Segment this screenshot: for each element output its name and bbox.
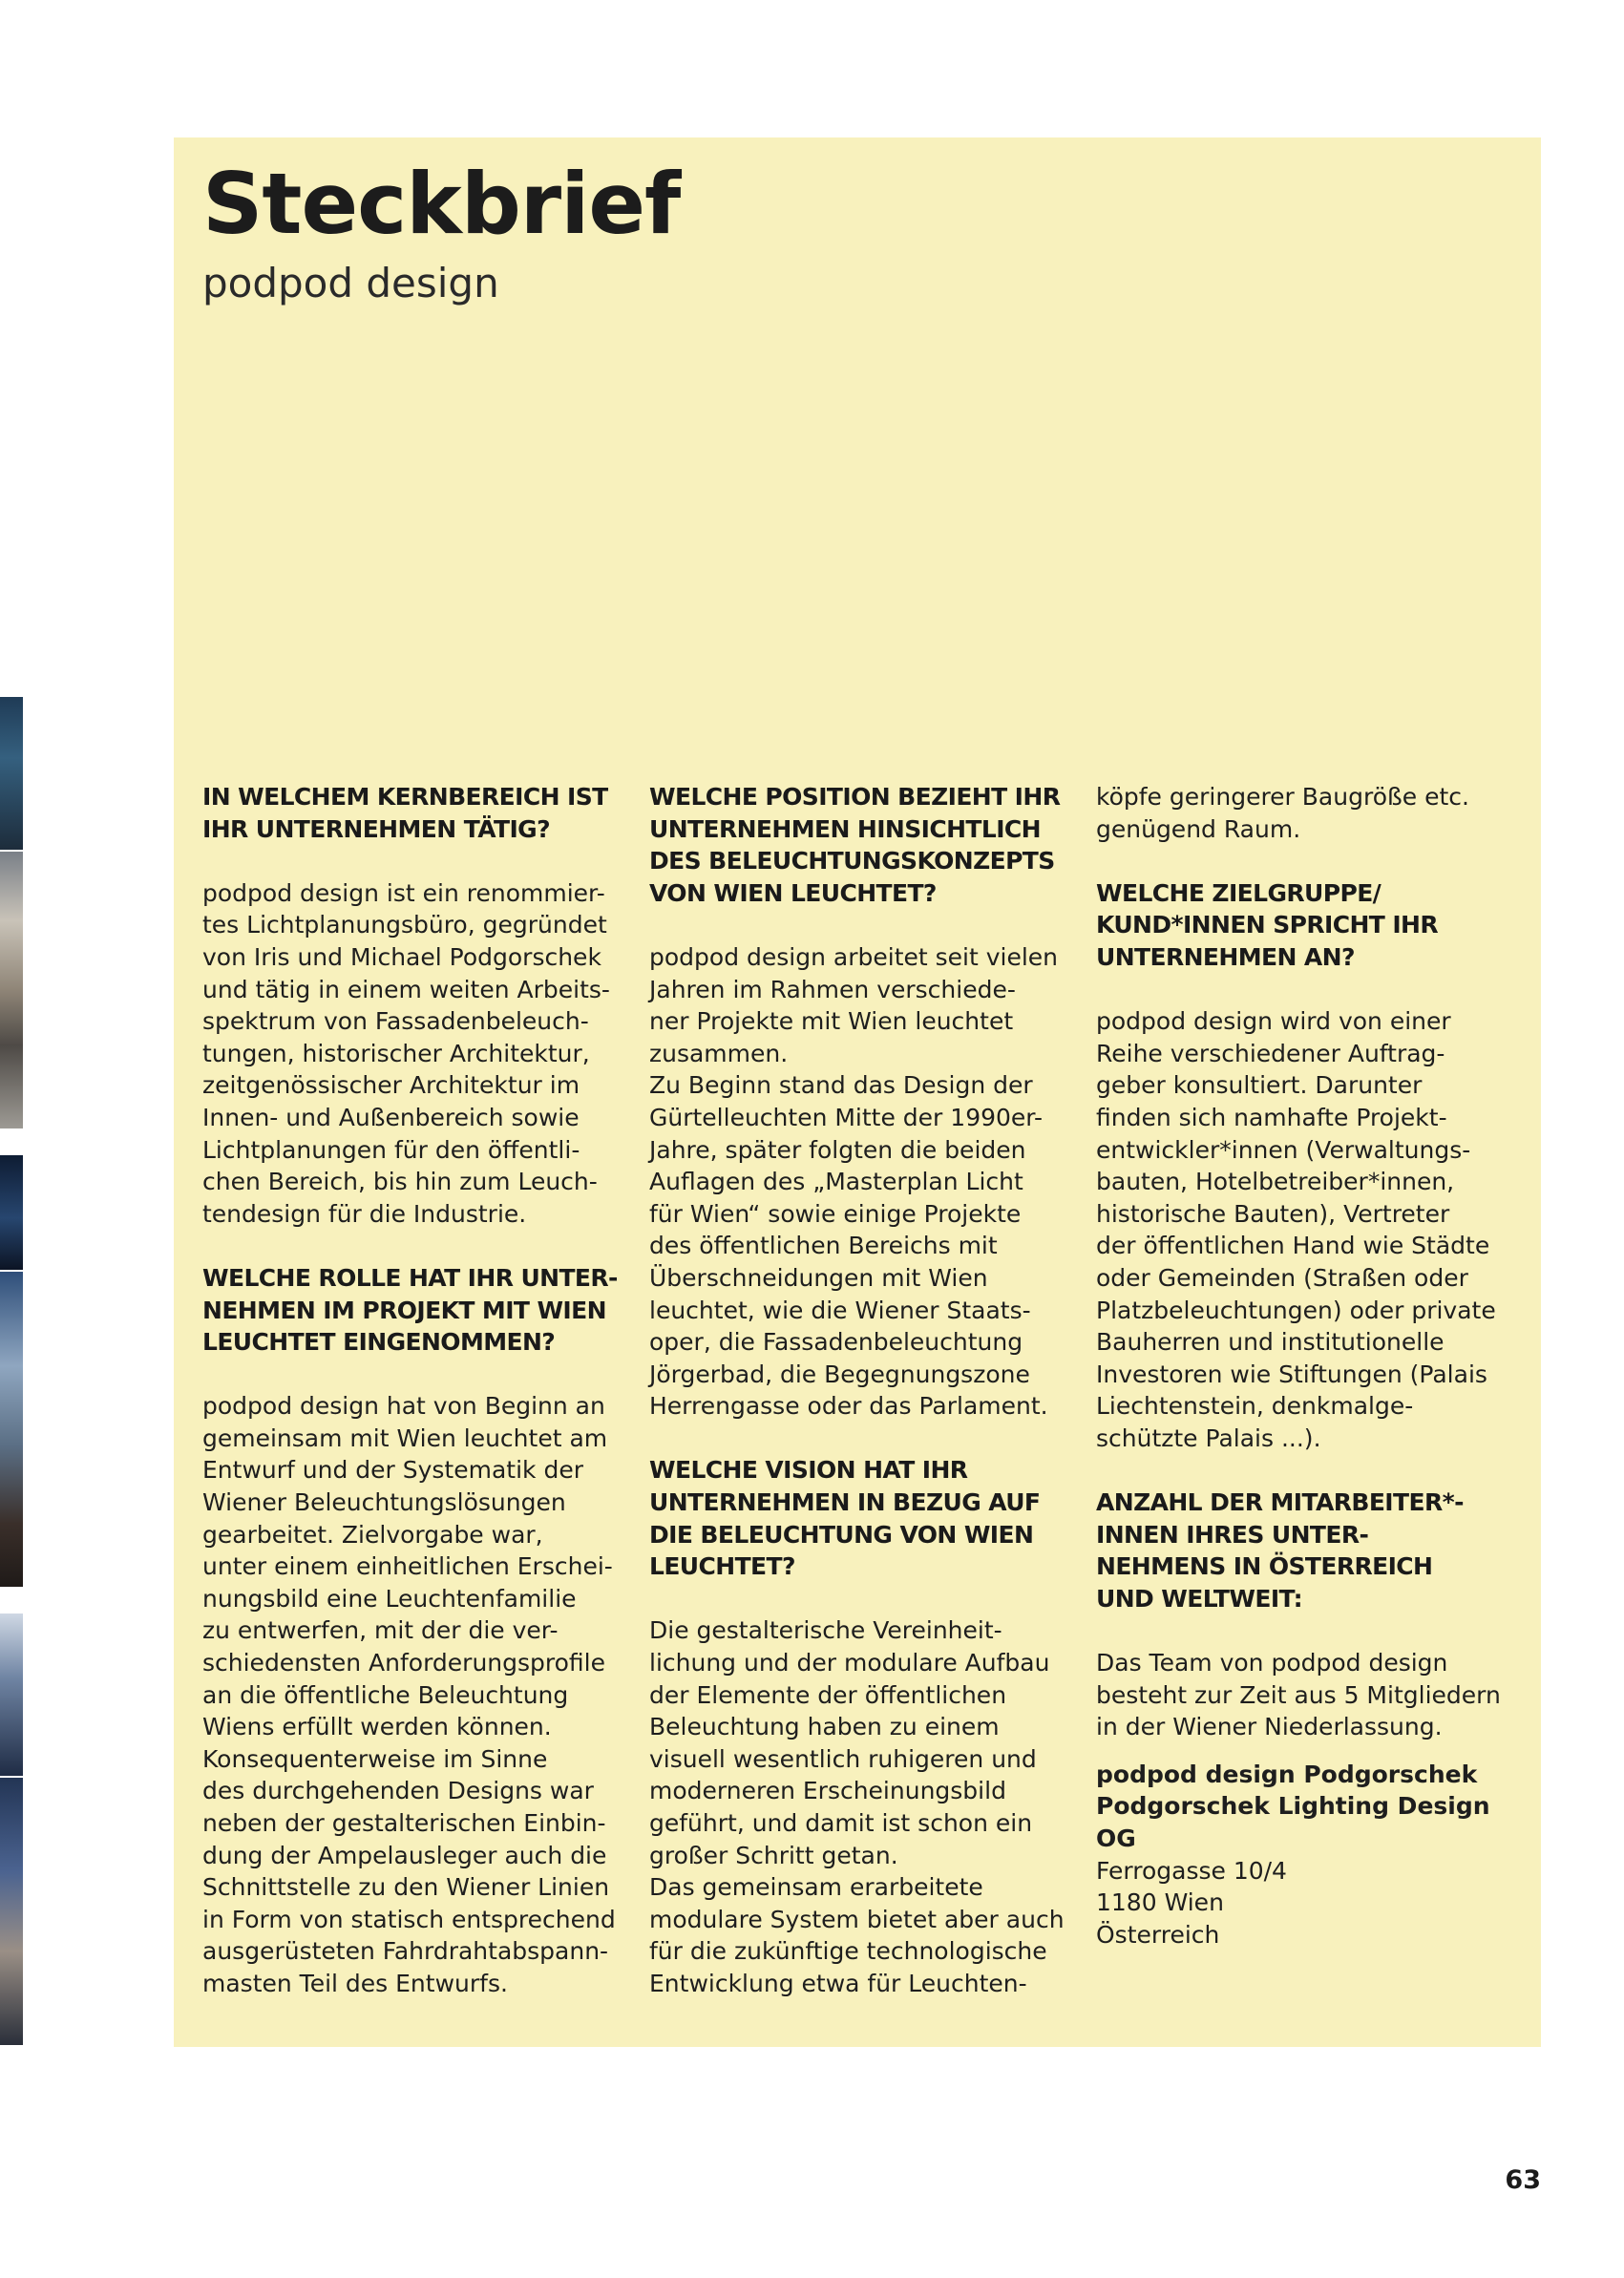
company-address: Ferrogasse 10/4 1180 Wien Österreich [1096, 1856, 1287, 1949]
answer-paragraph: podpod design arbeitet seit vielen Jahren im Rahmen verschiede- ner Projekte mit Wien leuchtet zusammen. Zu Beginn stand das Design der Gürtelleuchten Mitte der 1990er- Jahre, später folgten die beiden Auflagen des „Masterplan Licht für Wien“ sowie einige Projekte des öffentlichen Bereichs mit Überschneidungen mit Wien leuchtet, wie die Wiener Staats- oper, die Fassadenbeleuchtung Jörgerbad, die Begegnungszone Herrengasse oder das Parlament. [649, 942, 1059, 1421]
answer-paragraph: Das Team von podpod design besteht zur Zeit aus 5 Mitgliedern in der Wiener Niederlassung. [1096, 1649, 1501, 1741]
page-subtitle: podpod design [202, 260, 499, 306]
photo-strip [0, 1778, 23, 2045]
answer-paragraph: podpod design hat von Beginn an gemeinsam mit Wien leuchtet am Entwurf und der Systematik der Wiener Beleuchtungslösungen gearbeitet. Zielvorgabe war, unter einem einheitlichen Erschei- nungsbild eine Leuchtenfamilie zu entwerfen, mit der die ver- schiedensten Anforderungsprofile an die öffentliche Beleuchtung Wiens erfüllt werden können. Konsequenterweise im Sinne des durchgehenden Designs war neben der gestalterischen Einbin- dung der Ampelausleger auch die Schnittstelle zu den Wiener Linien in Form von statisch entsprechend ausgerüsteten Fahrdrahtabspann- masten Teil des Entwurfs. [202, 1392, 616, 1997]
question-heading: WELCHE POSITION BEZIEHT IHR UNTERNEHMEN HINSICHTLICH DES BELEUCHTUNGSKONZEPTS VON WIEN LEUCHTET? [649, 783, 1061, 907]
question-heading: WELCHE ZIELGRUPPE/ KUND*INNEN SPRICHT IHR UNTERNEHMEN AN? [1096, 878, 1439, 971]
question-heading: WELCHE VISION HAT IHR UNTERNEHMEN IN BEZUG AUF DIE BELEUCHTUNG VON WIEN LEUCHTET? [649, 1456, 1041, 1581]
answer-continuation: köpfe geringerer Baugröße etc. genügend Raum. [1096, 783, 1469, 843]
text-column-3 [1096, 781, 1516, 1951]
question-heading: IN WELCHEM KERNBEREICH IST IHR UNTERNEHMEN TÄTIG? [202, 783, 608, 843]
photo-strip [0, 1614, 23, 1776]
answer-paragraph: Die gestalterische Vereinheit- lichung und der modulare Aufbau der Elemente der öffentlichen Beleuchtung haben zu einem visuell wesentlich ruhigeren und moderneren Erscheinungsbild geführt, und damit ist schon ein großer Schritt getan. Das gemeinsam erarbeitete modulare System bietet aber auch für die zukünftige technologische Entwicklung etwa für Leuchten- [649, 1616, 1065, 1997]
page-title: Steckbrief [202, 155, 681, 253]
photo-strip [0, 852, 23, 1128]
question-heading: ANZAHL DER MITARBEITER*- INNEN IHRES UNTER- NEHMENS IN ÖSTERREICH UND WELTWEIT: [1096, 1488, 1464, 1613]
answer-paragraph: podpod design wird von einer Reihe verschiedener Auftrag- geber konsultiert. Darunter finden sich namhafte Projekt- entwickler*innen (Verwaltungs- bauten, Hotelbetreiber*innen, historische Bauten), Vertreter der öffentlichen Hand wie Städte oder Gemeinden (Straßen oder Platzbeleuchtungen) oder private Bauherren und institutionelle Investoren wie Stiftungen (Palais Liechtenstein, denkmalge- schützte Palais ...). [1096, 1007, 1496, 1452]
text-column-2 [649, 781, 1069, 2000]
question-heading: WELCHE ROLLE HAT IHR UNTER- NEHMEN IM PROJEKT MIT WIEN LEUCHTET EINGENOMMEN? [202, 1263, 618, 1357]
photo-strip [0, 697, 23, 850]
answer-paragraph: podpod design ist ein renommier- tes Lichtplanungsbüro, gegründet von Iris und Michael Podgorschek und tätig in einem weiten Arbeits- spektrum von Fassadenbeleuch- tungen, historischer Architektur, zeitgenössischer Architektur im Innen- und Außenbereich sowie Lichtplanungen für den öffentli- chen Bereich, bis hin zum Leuch- tendesign für die Industrie. [202, 878, 610, 1228]
photo-strip [0, 1272, 23, 1587]
company-name: podpod design Podgorschek Podgorschek Lighting Design OG [1096, 1760, 1490, 1852]
photo-strip [0, 1155, 23, 1270]
page-number: 63 [1505, 2165, 1541, 2195]
text-column-1 [202, 781, 622, 2000]
